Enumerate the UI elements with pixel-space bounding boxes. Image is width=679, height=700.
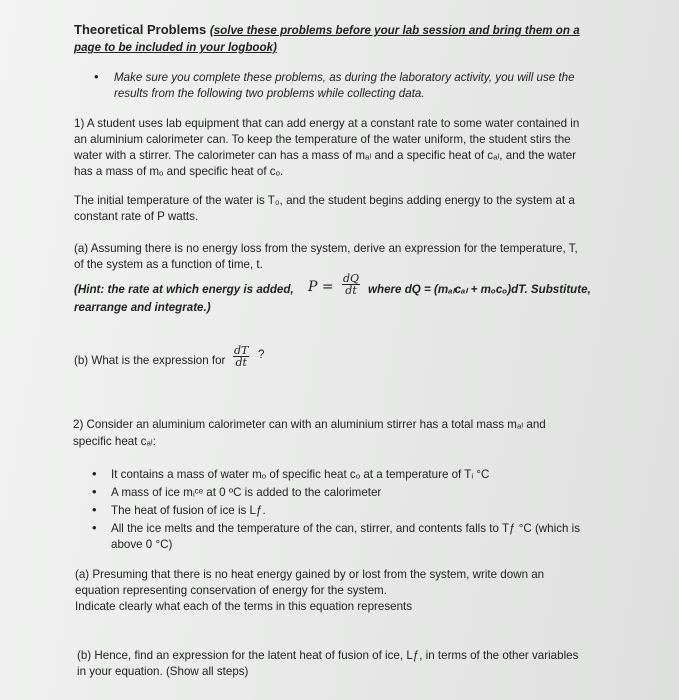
- intro-bullet-line-2: results from the following two problems while collecting data.: [114, 87, 425, 100]
- p1-question-a-line-1: (a) Assuming there is no energy loss from the system, derive an expression for the temperature, T,: [74, 242, 578, 255]
- title-note-2: page to be included in your logbook): [74, 41, 277, 54]
- p1-hint-p-equals: P =: [308, 279, 334, 295]
- bullet-dot: •: [92, 484, 97, 499]
- p2-line-1: 2) Consider an aluminium calorimeter can with an aluminium stirrer has a total mass mₐₗ and: [73, 418, 546, 431]
- bullet-dot: •: [94, 69, 99, 84]
- p1-line-5: The initial temperature of the water is T₀, and the student begins adding energy to the system at a: [74, 194, 575, 207]
- p2-bullet-3: The heat of fusion of ice is Lƒ.: [111, 504, 266, 517]
- p2-question-b-line-2: in your equation. (Show all steps): [77, 665, 249, 678]
- p2-bullet-2: A mass of ice mᵢᶜᵉ at 0 ºC is added to the calorimeter: [111, 486, 382, 499]
- bullet-dot: •: [92, 466, 97, 481]
- p1-b-question-mark: ?: [258, 348, 265, 361]
- p1-line-3: water with a stirrer. The calorimeter can has a mass of mₐₗ and a specific heat of cₐₗ, and the water: [74, 149, 577, 162]
- p1-hint-line-3: rearrange and integrate.): [74, 301, 211, 314]
- p1-line-6: constant rate of P watts.: [74, 210, 199, 223]
- p2-question-a-line-2: equation representing conservation of energy for the system.: [75, 584, 387, 597]
- p2-line-2: specific heat cₐₗ:: [73, 435, 156, 448]
- p1-hint-numerator: dQ: [343, 272, 360, 285]
- p2-question-a-line-1: (a) Presuming that there is no heat energy gained by or lost from the system, write down an: [75, 568, 545, 581]
- p2-bullet-1: It contains a mass of water mₒ of specific heat cₒ at a temperature of Tᵢ °C: [111, 468, 490, 481]
- bullet-dot: •: [92, 502, 97, 517]
- p2-question-b-line-1: (b) Hence, find an expression for the latent heat of fusion of ice, Lƒ, in terms of the other variables: [77, 649, 579, 662]
- p1-line-2: an aluminium calorimeter can. To keep the temperature of the water uniform, the student stirs the: [74, 133, 571, 146]
- p1-b-numerator: dT: [234, 344, 249, 357]
- p1-hint-denominator: dt: [345, 284, 357, 297]
- title-line-1: [74, 22, 580, 38]
- p1-line-1: 1) A student uses lab equipment that can add energy at a constant rate to some water contained in: [74, 117, 580, 130]
- p1-b-denominator: dt: [235, 356, 247, 369]
- title-plain: Theoretical Problems: [74, 22, 207, 37]
- p2-question-a-line-3: Indicate clearly what each of the terms in this equation represents: [75, 600, 413, 613]
- p1-question-b: (b) What is the expression for: [74, 354, 226, 367]
- p2-bullet-4-line-1: All the ice melts and the temperature of the can, stirrer, and contents falls to Tƒ °C (which is: [111, 522, 581, 535]
- p2-bullet-4-line-2: above 0 °C): [111, 538, 173, 551]
- p1-hint-fraction: [342, 273, 360, 296]
- p1-hint-line-1: (Hint: the rate at which energy is added,: [74, 283, 294, 296]
- p1-line-4: has a mass of mₒ and specific heat of cₒ.: [74, 165, 284, 178]
- p1-b-fraction: [233, 345, 249, 368]
- p1-question-a-line-2: of the system as a function of time, t.: [74, 258, 263, 271]
- bullet-dot: •: [92, 520, 97, 535]
- title-note-1: (solve these problems before your lab session and bring them on a: [209, 24, 580, 37]
- p1-hint-line-2: where dQ = (mₐₗcₐₗ + mₒcₒ)dT. Substitute,: [368, 283, 591, 296]
- intro-bullet-line-1: Make sure you complete these problems, as during the laboratory activity, you will use the: [114, 71, 575, 84]
